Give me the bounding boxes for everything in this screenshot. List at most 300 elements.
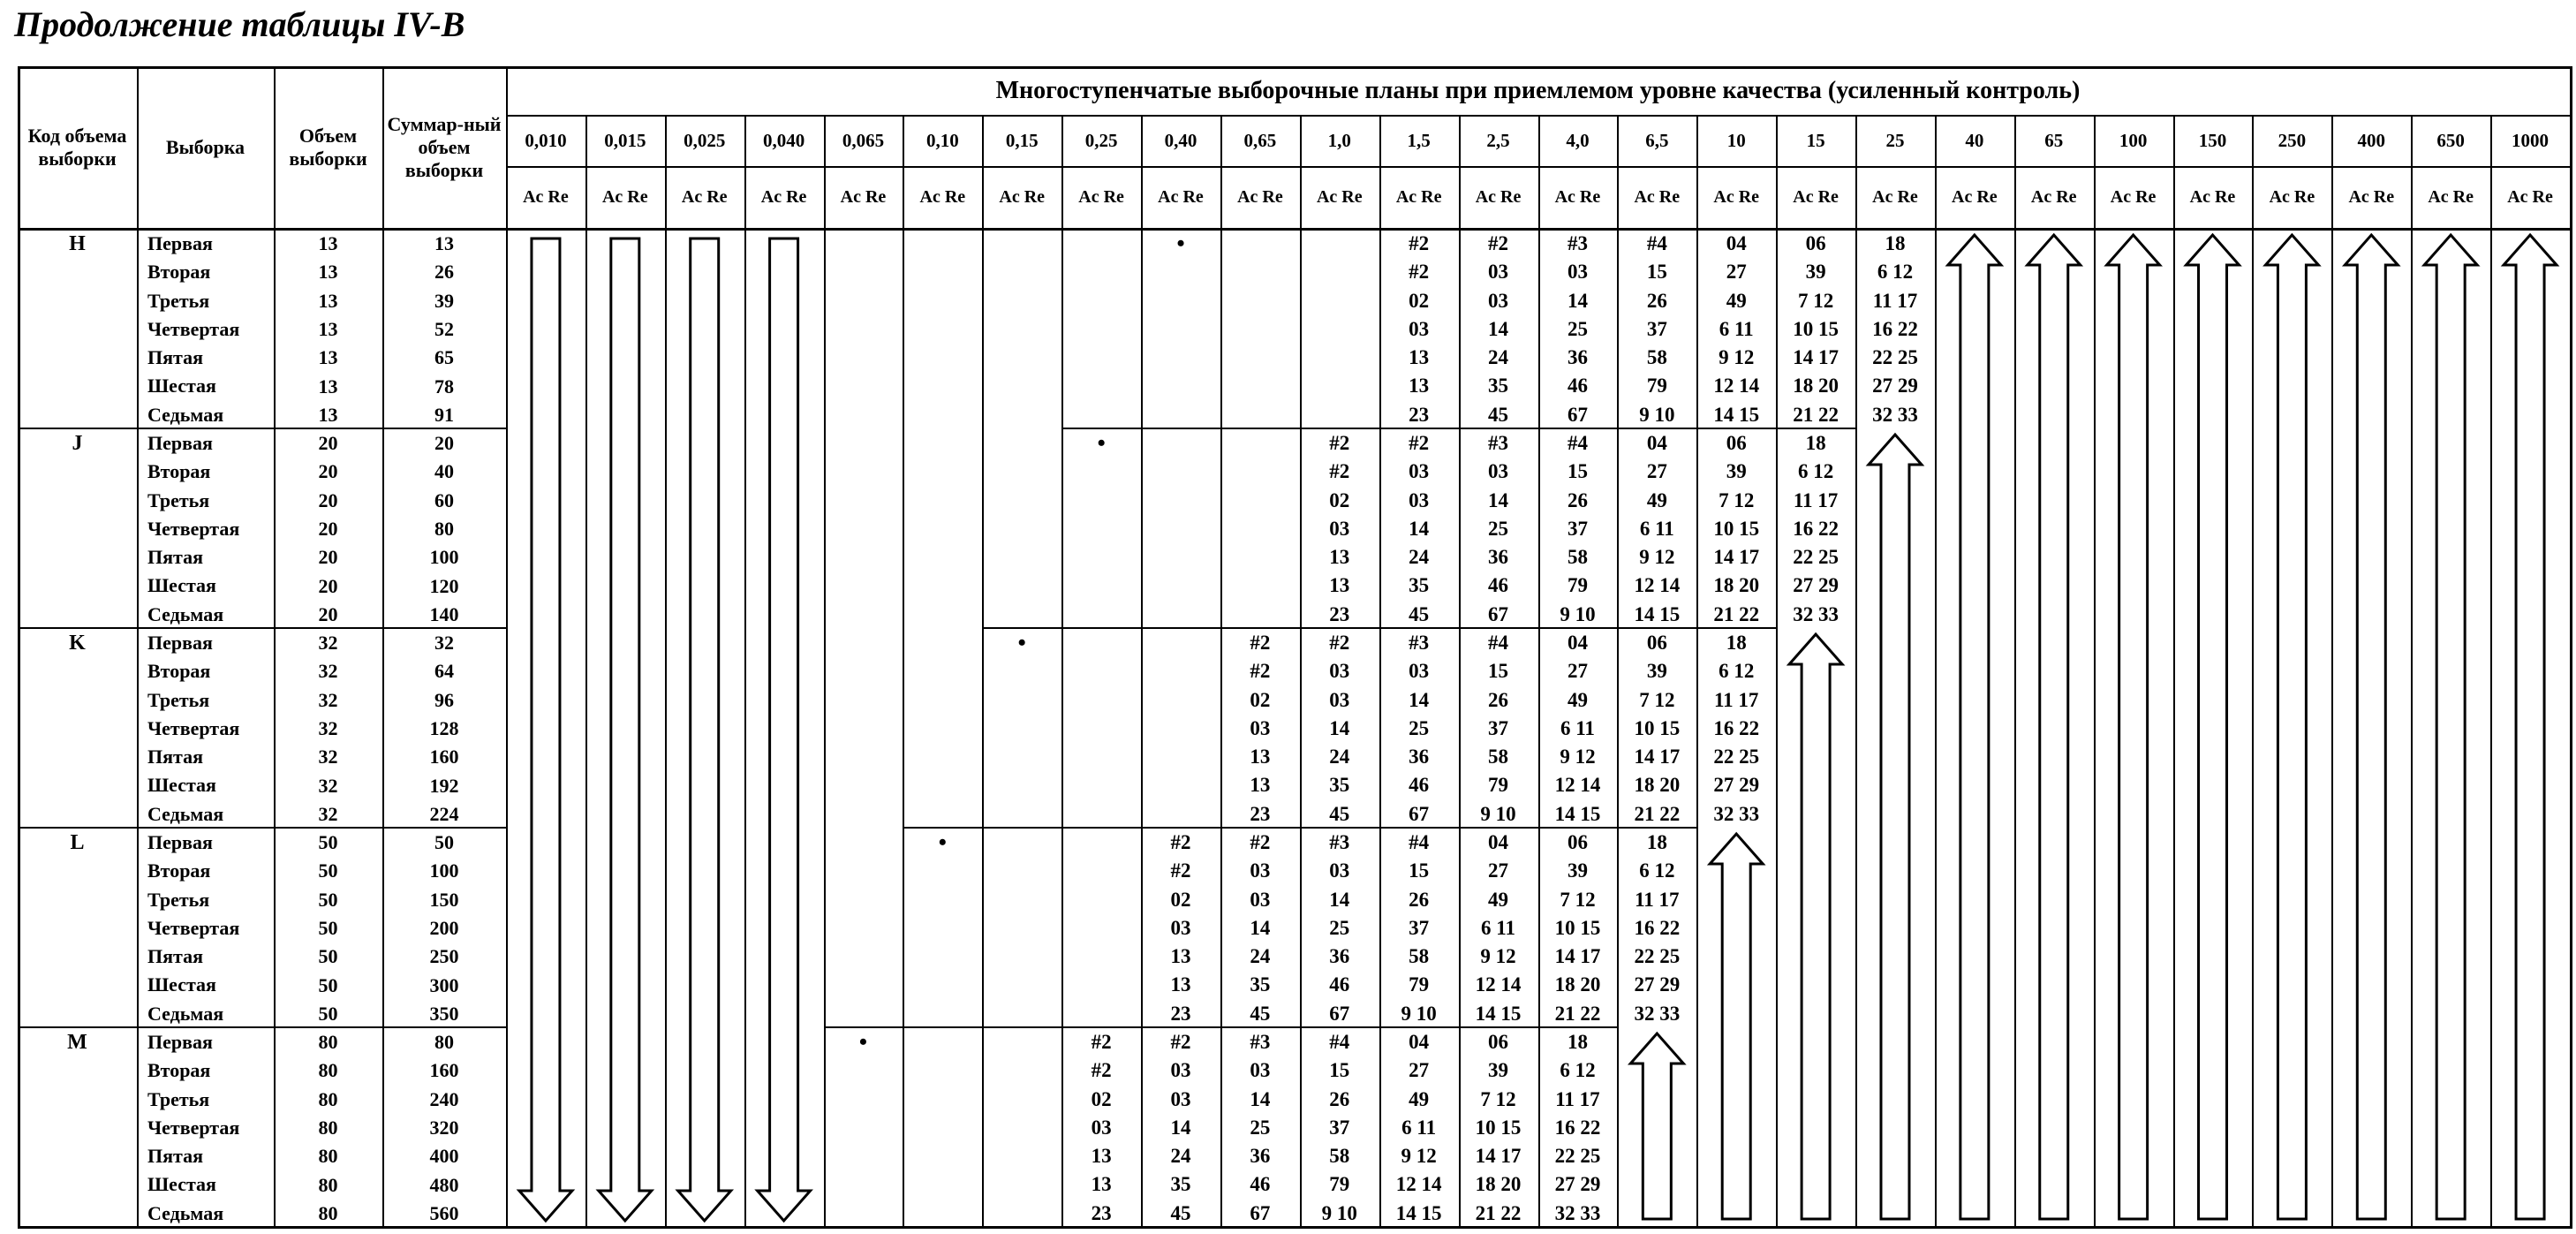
stage-name: Первая bbox=[147, 1031, 213, 1053]
ac-re-label: Ac Re bbox=[2348, 186, 2395, 207]
stage-name: Третья bbox=[147, 289, 210, 312]
ac-re-value: 46 bbox=[1329, 973, 1350, 996]
ac-re-value: 04 bbox=[1488, 831, 1509, 853]
ac-re-value: 27 29 bbox=[1793, 574, 1839, 597]
up-arrow-icon bbox=[2107, 235, 2160, 1219]
stage-name: Четвертая bbox=[147, 716, 240, 739]
ac-re-value: 03 bbox=[1170, 1087, 1191, 1110]
ac-re-label: Ac Re bbox=[1237, 186, 1283, 207]
sample-size: 32 bbox=[318, 660, 338, 683]
table-rule bbox=[1617, 228, 1619, 1226]
cumulative-size: 50 bbox=[434, 831, 454, 854]
header-code: Код объема выборки bbox=[27, 124, 127, 170]
ac-re-value: 14 17 bbox=[1793, 346, 1839, 369]
ac-re-value: 58 bbox=[1646, 346, 1667, 369]
stage-name: Четвертая bbox=[147, 1116, 240, 1139]
sample-size: 20 bbox=[318, 546, 338, 569]
ac-re-value: 12 14 bbox=[1713, 375, 1760, 397]
ac-re-value: #2 bbox=[1091, 1031, 1112, 1053]
cumulative-size: 128 bbox=[429, 716, 459, 739]
sample-size: 50 bbox=[318, 945, 338, 968]
aql-label: 150 bbox=[2198, 129, 2227, 151]
ac-re-value: 6 12 bbox=[1877, 261, 1914, 284]
ac-re-value: 06 bbox=[1726, 432, 1747, 454]
stage-name: Шестая bbox=[147, 375, 216, 397]
ac-re-value: 16 22 bbox=[1554, 1116, 1601, 1139]
sample-size: 32 bbox=[318, 802, 338, 825]
ac-re-value: 67 bbox=[1567, 403, 1588, 426]
ac-re-value: 67 bbox=[1329, 1002, 1350, 1025]
ac-re-value: 13 bbox=[1329, 546, 1350, 569]
ac-re-value: #2 bbox=[1488, 232, 1509, 254]
ac-re-value: 32 33 bbox=[1554, 1201, 1601, 1224]
ac-re-value: 46 bbox=[1488, 574, 1509, 597]
ac-re-value: #2 bbox=[1170, 859, 1191, 882]
ac-re-value: 58 bbox=[1488, 746, 1509, 768]
aql-label: 40 bbox=[1965, 129, 1984, 151]
table-rule bbox=[2173, 228, 2175, 1226]
sample-size-code: H bbox=[69, 231, 86, 255]
sample-size: 20 bbox=[318, 488, 338, 511]
aql-label: 1000 bbox=[2512, 129, 2550, 151]
table-rule bbox=[1300, 228, 1302, 1226]
stage-name: Шестая bbox=[147, 774, 216, 797]
cumulative-size: 20 bbox=[434, 432, 454, 455]
ac-re-value: 58 bbox=[1567, 546, 1588, 569]
ac-re-label: Ac Re bbox=[1793, 186, 1839, 207]
ac-re-value: 39 bbox=[1488, 1059, 1509, 1082]
up-arrow-icon bbox=[2424, 235, 2477, 1219]
ac-re-label: Ac Re bbox=[1158, 186, 1204, 207]
header-sample: Выборка bbox=[165, 135, 246, 158]
ac-re-value: 13 bbox=[1091, 1145, 1112, 1168]
ac-re-value: 13 bbox=[1409, 346, 1430, 369]
ac-re-value: 24 bbox=[1170, 1145, 1191, 1168]
stage-name: Шестая bbox=[147, 574, 216, 597]
ac-re-value: 6 12 bbox=[1797, 460, 1834, 483]
down-arrow-icon bbox=[599, 238, 652, 1221]
sample-size-code: L bbox=[70, 830, 85, 854]
ac-re-value: 18 20 bbox=[1793, 375, 1839, 397]
sample-size: 50 bbox=[318, 1002, 338, 1025]
cumulative-size: 91 bbox=[434, 403, 454, 426]
sample-size: 32 bbox=[318, 716, 338, 739]
ac-re-value: 14 bbox=[1170, 1116, 1191, 1139]
table-rule bbox=[982, 228, 984, 1226]
ac-re-value: 35 bbox=[1488, 375, 1509, 397]
ac-re-value: 12 14 bbox=[1554, 774, 1601, 797]
dot-marker: • bbox=[1017, 630, 1026, 655]
ac-re-value: 79 bbox=[1329, 1173, 1350, 1196]
ac-re-value: 23 bbox=[1250, 802, 1271, 825]
table-rule bbox=[137, 66, 139, 1226]
ac-re-value: 04 bbox=[1567, 632, 1588, 654]
ac-re-value: 45 bbox=[1409, 602, 1430, 625]
ac-re-value: 13 bbox=[1250, 746, 1271, 768]
aql-label: 0,65 bbox=[1243, 129, 1277, 151]
ac-re-value: 13 bbox=[1329, 574, 1350, 597]
sample-size: 13 bbox=[318, 289, 338, 312]
table-rule bbox=[2252, 228, 2254, 1226]
cumulative-size: 39 bbox=[434, 289, 454, 312]
ac-re-value: 02 bbox=[1091, 1087, 1112, 1110]
ac-re-value: 03 bbox=[1329, 517, 1350, 540]
sample-size: 32 bbox=[318, 746, 338, 768]
sample-size: 50 bbox=[318, 916, 338, 939]
ac-re-value: #2 bbox=[1409, 261, 1430, 284]
up-arrow-icon bbox=[2345, 235, 2398, 1219]
ac-re-label: Ac Re bbox=[1475, 186, 1522, 207]
ac-re-value: 9 12 bbox=[1719, 346, 1755, 369]
ac-re-value: 03 bbox=[1409, 460, 1430, 483]
sample-size: 50 bbox=[318, 973, 338, 996]
cumulative-size: 160 bbox=[429, 746, 459, 768]
ac-re-value: 9 12 bbox=[1560, 746, 1596, 768]
stage-name: Первая bbox=[147, 232, 213, 254]
sample-size: 32 bbox=[318, 688, 338, 711]
cumulative-size: 100 bbox=[429, 546, 459, 569]
ac-re-value: 23 bbox=[1170, 1002, 1191, 1025]
sample-size: 50 bbox=[318, 859, 338, 882]
table-rule bbox=[1459, 228, 1461, 1226]
ac-re-value: 6 11 bbox=[1481, 916, 1516, 939]
ac-re-value: 24 bbox=[1250, 945, 1271, 968]
stage-name: Первая bbox=[147, 632, 213, 654]
ac-re-value: 25 bbox=[1488, 517, 1509, 540]
sample-size: 80 bbox=[318, 1031, 338, 1054]
sample-size: 13 bbox=[318, 375, 338, 397]
up-arrow-icon bbox=[1630, 1033, 1683, 1219]
ac-re-value: 18 bbox=[1567, 1031, 1588, 1053]
ac-re-value: 13 bbox=[1409, 375, 1430, 397]
ac-re-value: 39 bbox=[1805, 261, 1826, 284]
cumulative-size: 60 bbox=[434, 488, 454, 511]
ac-re-value: 24 bbox=[1329, 746, 1350, 768]
cumulative-size: 224 bbox=[429, 802, 459, 825]
ac-re-value: 35 bbox=[1329, 774, 1350, 797]
ac-re-value: 46 bbox=[1250, 1173, 1271, 1196]
ac-re-value: 02 bbox=[1329, 488, 1350, 511]
ac-re-value: 03 bbox=[1488, 261, 1509, 284]
stage-name: Третья bbox=[147, 1087, 210, 1110]
dot-marker: • bbox=[858, 1029, 868, 1055]
ac-re-value: 35 bbox=[1409, 574, 1430, 597]
ac-re-value: #2 bbox=[1329, 432, 1350, 454]
ac-re-value: 03 bbox=[1409, 488, 1430, 511]
ac-re-value: 03 bbox=[1250, 716, 1271, 739]
aql-label: 0,015 bbox=[604, 129, 646, 151]
ac-re-value: 10 15 bbox=[1793, 317, 1839, 340]
ac-re-value: 36 bbox=[1567, 346, 1588, 369]
ac-re-value: 03 bbox=[1329, 688, 1350, 711]
ac-re-value: 02 bbox=[1170, 888, 1191, 911]
ac-re-value: 03 bbox=[1488, 289, 1509, 312]
sample-size: 80 bbox=[318, 1116, 338, 1139]
ac-re-value: 45 bbox=[1170, 1201, 1191, 1224]
table-rule bbox=[1141, 228, 1143, 1226]
ac-re-value: 26 bbox=[1329, 1087, 1350, 1110]
ac-re-value: 02 bbox=[1250, 688, 1271, 711]
sample-size: 32 bbox=[318, 774, 338, 797]
ac-re-value: 36 bbox=[1250, 1145, 1271, 1168]
aql-label: 250 bbox=[2278, 129, 2307, 151]
ac-re-value: 15 bbox=[1646, 261, 1667, 284]
cumulative-size: 140 bbox=[429, 602, 459, 625]
cumulative-size: 96 bbox=[434, 688, 454, 711]
ac-re-value: 02 bbox=[1409, 289, 1430, 312]
down-arrow-icon bbox=[519, 238, 572, 1221]
ac-re-value: 22 25 bbox=[1872, 346, 1918, 369]
sample-size: 80 bbox=[318, 1087, 338, 1110]
ac-re-value: 18 20 bbox=[1713, 574, 1760, 597]
ac-re-value: 18 bbox=[1885, 232, 1906, 254]
aql-label: 1,0 bbox=[1327, 129, 1351, 151]
stage-name: Пятая bbox=[147, 945, 203, 968]
ac-re-value: 16 22 bbox=[1793, 517, 1839, 540]
sample-size-code: M bbox=[67, 1030, 87, 1054]
ac-re-value: 03 bbox=[1250, 1059, 1271, 1082]
ac-re-value: 49 bbox=[1646, 488, 1667, 511]
up-arrow-icon bbox=[1869, 435, 1922, 1219]
sample-size: 13 bbox=[318, 317, 338, 340]
ac-re-value: 15 bbox=[1329, 1059, 1350, 1082]
ac-re-label: Ac Re bbox=[2030, 186, 2077, 207]
ac-re-value: 11 17 bbox=[1555, 1087, 1600, 1110]
cumulative-size: 400 bbox=[429, 1145, 459, 1168]
cumulative-size: 78 bbox=[434, 375, 454, 397]
ac-re-value: 9 12 bbox=[1639, 546, 1675, 569]
stage-name: Первая bbox=[147, 432, 213, 454]
ac-re-label: Ac Re bbox=[601, 186, 648, 207]
ac-re-value: 25 bbox=[1250, 1116, 1271, 1139]
ac-re-label: Ac Re bbox=[1078, 186, 1124, 207]
ac-re-label: Ac Re bbox=[1872, 186, 1918, 207]
ac-re-label: Ac Re bbox=[523, 186, 569, 207]
table-rule bbox=[2570, 66, 2572, 1229]
table-rule bbox=[2014, 228, 2016, 1226]
ac-re-value: 14 17 bbox=[1713, 546, 1760, 569]
aql-label: 1,5 bbox=[1407, 129, 1431, 151]
ac-re-value: 06 bbox=[1646, 632, 1667, 654]
stage-name: Седьмая bbox=[147, 1201, 224, 1224]
ac-re-label: Ac Re bbox=[1952, 186, 1998, 207]
ac-re-value: 14 bbox=[1329, 716, 1350, 739]
stage-name: Пятая bbox=[147, 546, 203, 569]
stage-name: Четвертая bbox=[147, 916, 240, 939]
aql-label: 4,0 bbox=[1566, 129, 1590, 151]
ac-re-value: #4 bbox=[1329, 1031, 1350, 1053]
ac-re-value: 36 bbox=[1488, 546, 1509, 569]
ac-re-value: 58 bbox=[1329, 1145, 1350, 1168]
cumulative-size: 200 bbox=[429, 916, 459, 939]
ac-re-value: 14 bbox=[1250, 1087, 1271, 1110]
stage-name: Седьмая bbox=[147, 802, 224, 825]
table-rule bbox=[903, 228, 904, 1226]
ac-re-value: 10 15 bbox=[1475, 1116, 1522, 1139]
ac-re-value: 7 12 bbox=[1560, 888, 1596, 911]
ac-re-value: 7 12 bbox=[1639, 688, 1675, 711]
cumulative-size: 320 bbox=[429, 1116, 459, 1139]
ac-re-value: 03 bbox=[1488, 460, 1509, 483]
table-rule bbox=[2411, 228, 2413, 1226]
cumulative-size: 350 bbox=[429, 1002, 459, 1025]
ac-re-label: Ac Re bbox=[1634, 186, 1681, 207]
ac-re-value: 18 bbox=[1805, 432, 1826, 454]
table-rule bbox=[1855, 228, 1857, 1226]
stage-name: Пятая bbox=[147, 746, 203, 768]
aql-label: 15 bbox=[1806, 129, 1825, 151]
ac-re-value: 14 bbox=[1409, 517, 1430, 540]
ac-re-value: 21 22 bbox=[1634, 802, 1681, 825]
ac-re-value: #2 bbox=[1329, 460, 1350, 483]
aql-label: 6,5 bbox=[1645, 129, 1669, 151]
dot-marker: • bbox=[1097, 430, 1106, 456]
ac-re-value: #4 bbox=[1567, 432, 1588, 454]
sample-size: 50 bbox=[318, 888, 338, 911]
ac-re-value: 35 bbox=[1250, 973, 1271, 996]
ac-re-value: 32 33 bbox=[1713, 802, 1760, 825]
stage-name: Первая bbox=[147, 831, 213, 853]
ac-re-value: 67 bbox=[1409, 802, 1430, 825]
ac-re-value: 45 bbox=[1250, 1002, 1271, 1025]
stage-name: Третья bbox=[147, 888, 210, 911]
ac-re-value: 6 11 bbox=[1639, 517, 1674, 540]
ac-re-value: 49 bbox=[1488, 888, 1509, 911]
ac-re-value: 12 14 bbox=[1395, 1173, 1442, 1196]
ac-re-value: #3 bbox=[1488, 432, 1509, 454]
ac-re-value: 79 bbox=[1409, 973, 1430, 996]
table-rule bbox=[824, 228, 826, 1226]
ac-re-value: 58 bbox=[1409, 945, 1430, 968]
ac-re-value: 23 bbox=[1409, 403, 1430, 426]
table-rule bbox=[744, 228, 746, 1226]
ac-re-value: 27 bbox=[1409, 1059, 1430, 1082]
ac-re-label: Ac Re bbox=[681, 186, 728, 207]
cumulative-size: 13 bbox=[434, 232, 454, 255]
sample-size: 13 bbox=[318, 346, 338, 369]
dot-marker: • bbox=[938, 829, 947, 855]
aql-label: 100 bbox=[2119, 129, 2148, 151]
table-rule bbox=[1379, 228, 1381, 1226]
ac-re-value: 27 29 bbox=[1634, 973, 1681, 996]
ac-re-value: 14 bbox=[1567, 289, 1588, 312]
aql-label: 10 bbox=[1726, 129, 1746, 151]
ac-re-value: 37 bbox=[1567, 517, 1588, 540]
table-rule bbox=[506, 66, 508, 1226]
ac-re-value: 6 11 bbox=[1719, 317, 1754, 340]
sample-size: 50 bbox=[318, 831, 338, 854]
ac-re-value: 15 bbox=[1567, 460, 1588, 483]
ac-re-value: 9 12 bbox=[1401, 1145, 1437, 1168]
up-arrow-icon bbox=[2028, 235, 2081, 1219]
ac-re-value: 15 bbox=[1409, 859, 1430, 882]
cumulative-size: 160 bbox=[429, 1059, 459, 1082]
up-arrow-icon bbox=[1948, 235, 2001, 1219]
up-arrow-icon bbox=[2504, 235, 2557, 1219]
ac-re-value: 46 bbox=[1409, 774, 1430, 797]
ac-re-value: 14 bbox=[1329, 888, 1350, 911]
aql-label: 2,5 bbox=[1486, 129, 1510, 151]
ac-re-value: 9 10 bbox=[1321, 1201, 1357, 1224]
sample-size: 13 bbox=[318, 403, 338, 426]
cumulative-size: 300 bbox=[429, 973, 459, 996]
cumulative-size: 26 bbox=[434, 261, 454, 284]
ac-re-value: 06 bbox=[1567, 831, 1588, 853]
ac-re-value: 7 12 bbox=[1480, 1087, 1516, 1110]
ac-re-value: 79 bbox=[1646, 375, 1667, 397]
ac-re-value: 18 bbox=[1726, 632, 1747, 654]
aql-label: 25 bbox=[1885, 129, 1905, 151]
ac-re-value: 03 bbox=[1329, 660, 1350, 683]
ac-re-value: 7 12 bbox=[1719, 488, 1755, 511]
ac-re-label: Ac Re bbox=[1395, 186, 1442, 207]
stage-name: Вторая bbox=[147, 1059, 211, 1082]
ac-re-value: 9 10 bbox=[1401, 1002, 1437, 1025]
ac-re-value: 23 bbox=[1091, 1201, 1112, 1224]
stage-name: Шестая bbox=[147, 1173, 216, 1196]
ac-re-value: 11 17 bbox=[1635, 888, 1680, 911]
ac-re-value: #4 bbox=[1646, 232, 1667, 254]
ac-re-value: 12 14 bbox=[1475, 973, 1522, 996]
ac-re-value: 03 bbox=[1409, 317, 1430, 340]
cumulative-size: 480 bbox=[429, 1173, 459, 1196]
ac-re-value: 24 bbox=[1409, 546, 1430, 569]
stage-name: Вторая bbox=[147, 261, 211, 284]
ac-re-value: #2 bbox=[1329, 632, 1350, 654]
ac-re-value: 04 bbox=[1646, 432, 1667, 454]
ac-re-value: 03 bbox=[1091, 1116, 1112, 1139]
ac-re-value: 22 25 bbox=[1713, 746, 1760, 768]
ac-re-value: 37 bbox=[1488, 716, 1509, 739]
stage-name: Пятая bbox=[147, 346, 203, 369]
aql-label: 0,40 bbox=[1164, 129, 1197, 151]
ac-re-value: #2 bbox=[1250, 831, 1271, 853]
ac-re-value: 12 14 bbox=[1634, 574, 1681, 597]
aql-label: 0,25 bbox=[1084, 129, 1118, 151]
table-rule bbox=[1696, 228, 1698, 1226]
ac-re-value: 37 bbox=[1329, 1116, 1350, 1139]
ac-re-value: 49 bbox=[1726, 289, 1747, 312]
ac-re-value: 32 33 bbox=[1634, 1002, 1681, 1025]
up-arrow-icon bbox=[1710, 834, 1763, 1219]
ac-re-label: Ac Re bbox=[1316, 186, 1363, 207]
table-rule bbox=[1061, 228, 1063, 1226]
ac-re-value: 39 bbox=[1726, 460, 1747, 483]
ac-re-value: 16 22 bbox=[1713, 716, 1760, 739]
ac-re-value: #3 bbox=[1329, 831, 1350, 853]
ac-re-value: 39 bbox=[1646, 660, 1667, 683]
ac-re-value: #4 bbox=[1409, 831, 1430, 853]
cumulative-size: 32 bbox=[434, 632, 454, 655]
ac-re-label: Ac Re bbox=[919, 186, 966, 207]
sample-size: 32 bbox=[318, 632, 338, 655]
ac-re-value: 03 bbox=[1170, 1059, 1191, 1082]
ac-re-value: 10 15 bbox=[1713, 517, 1760, 540]
aql-label: 400 bbox=[2357, 129, 2386, 151]
ac-re-value: 26 bbox=[1488, 688, 1509, 711]
ac-re-value: 27 bbox=[1726, 261, 1747, 284]
ac-re-value: 9 12 bbox=[1480, 945, 1516, 968]
ac-re-value: 10 15 bbox=[1554, 916, 1601, 939]
ac-re-value: 14 bbox=[1250, 916, 1271, 939]
ac-re-label: Ac Re bbox=[840, 186, 887, 207]
ac-re-value: 11 17 bbox=[1872, 289, 1918, 312]
stage-name: Пятая bbox=[147, 1145, 203, 1168]
aql-label: 0,040 bbox=[762, 129, 805, 151]
ac-re-value: 14 bbox=[1488, 317, 1509, 340]
ac-re-value: 39 bbox=[1567, 859, 1588, 882]
ac-re-value: 27 bbox=[1488, 859, 1509, 882]
